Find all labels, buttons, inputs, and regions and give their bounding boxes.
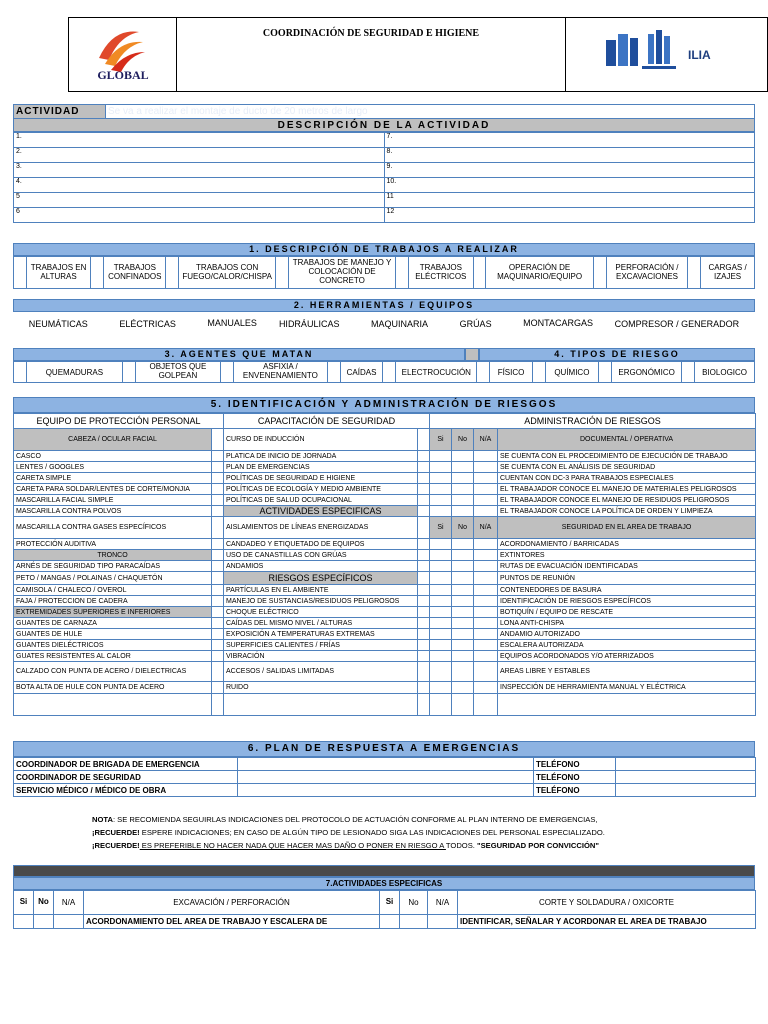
actividad-table (13, 104, 755, 119)
cap-item: EXPOSICIÓN A TEMPERATURAS EXTREMAS (224, 629, 418, 640)
checkbox[interactable] (212, 572, 224, 585)
sub-doc: DOCUMENTAL / OPERATIVA (498, 429, 756, 451)
checkbox[interactable] (212, 651, 224, 662)
si-label: Si (14, 891, 34, 915)
checkbox[interactable] (212, 462, 224, 473)
sec4-item: BIOLOGICO (695, 362, 755, 383)
ext-header: EXTREMIDADES SUPERIORES E INFERIORES (14, 607, 212, 618)
checkbox[interactable] (452, 694, 474, 716)
checkbox[interactable] (428, 915, 458, 929)
sec2-item[interactable]: MONTACARGAS (523, 318, 593, 329)
no-label: No (452, 517, 474, 539)
nota-label: NOTA (92, 815, 113, 824)
global-logo-text: GLOBAL (97, 68, 149, 82)
checkbox[interactable] (212, 640, 224, 651)
adm-item: CONTENEDORES DE BASURA (498, 585, 756, 596)
checkbox[interactable] (452, 662, 474, 682)
epp-item: MASCARILLA CONTRA GASES ESPECÍFICOS (14, 517, 212, 539)
checkbox[interactable] (14, 362, 27, 383)
checkbox[interactable] (212, 429, 224, 451)
checkbox[interactable] (430, 495, 452, 506)
checkbox[interactable] (593, 257, 606, 289)
checkbox[interactable] (452, 607, 474, 618)
adm-item: EQUIPOS ACORDONADOS Y/O ATERRIZADOS (498, 651, 756, 662)
checkbox[interactable] (474, 607, 498, 618)
checkbox[interactable] (430, 572, 452, 585)
checkbox[interactable] (418, 682, 430, 694)
desc-number[interactable]: 12 (384, 208, 755, 223)
checkbox[interactable] (452, 550, 474, 561)
sub-seg: SEGURIDAD EN EL AREA DE TRABAJO (498, 517, 756, 539)
adm-item: EXTINTORES (498, 550, 756, 561)
recuerde-label: ¡RECUERDE! (92, 828, 140, 837)
checkbox[interactable] (430, 561, 452, 572)
checkbox[interactable] (474, 682, 498, 694)
checkbox[interactable] (474, 572, 498, 585)
checkbox[interactable] (212, 596, 224, 607)
checkbox[interactable] (418, 596, 430, 607)
checkbox[interactable] (418, 550, 430, 561)
cap-item: MANEJO DE SUSTANCIAS/RESIDUOS PELIGROSOS (224, 596, 418, 607)
desc-number[interactable]: 11 (384, 193, 755, 208)
checkbox[interactable] (418, 662, 430, 682)
act-esp-header: ACTIVIDADES ESPECIFICAS (224, 506, 418, 517)
checkbox[interactable] (430, 607, 452, 618)
checkbox[interactable] (14, 257, 27, 289)
cap-item: SUPERFICIES CALIENTES / FRÍAS (224, 640, 418, 651)
sec1-table (13, 256, 755, 289)
checkbox[interactable] (430, 618, 452, 629)
sec1-title: 1. DESCRIPCIÓN DE TRABAJOS A REALIZAR (13, 243, 755, 256)
checkbox[interactable] (474, 495, 498, 506)
checkbox[interactable] (452, 585, 474, 596)
cap-item: POLÍTICAS DE SEGURIDAD E HIGIENE (224, 473, 418, 484)
checkbox[interactable] (430, 539, 452, 550)
checkbox[interactable] (430, 451, 452, 462)
sec2-item[interactable]: COMPRESOR / GENERADOR (614, 319, 740, 329)
checkbox[interactable] (221, 362, 234, 383)
checkbox[interactable] (418, 484, 430, 495)
checkbox[interactable] (396, 257, 409, 289)
checkbox[interactable] (418, 640, 430, 651)
checkbox[interactable] (474, 462, 498, 473)
checkbox[interactable] (212, 473, 224, 484)
emergency-role: SERVICIO MÉDICO / MÉDICO DE OBRA (14, 784, 238, 797)
building-logo-icon (566, 18, 686, 91)
checkbox[interactable] (418, 607, 430, 618)
checkbox[interactable] (452, 539, 474, 550)
descripcion-header: DESCRIPCIÓN DE LA ACTIVIDAD (13, 118, 755, 132)
checkbox[interactable] (452, 596, 474, 607)
cap-item: CAÍDAS DEL MISMO NIVEL / ALTURAS (224, 618, 418, 629)
checkbox[interactable] (327, 362, 340, 383)
sec3-item: QUEMADURAS (26, 362, 122, 383)
na-label: N/A (54, 891, 84, 915)
checkbox[interactable] (473, 257, 486, 289)
ilia-logo-text: ILIA (688, 48, 711, 62)
checkbox[interactable] (474, 451, 498, 462)
checkbox[interactable] (418, 561, 430, 572)
checkbox[interactable] (452, 629, 474, 640)
checkbox[interactable] (452, 561, 474, 572)
epp-item: CASCO (14, 451, 212, 462)
epp-item: CALZADO CON PUNTA DE ACERO / DIELECTRICAS (14, 662, 212, 682)
checkbox[interactable] (452, 618, 474, 629)
checkbox[interactable] (688, 257, 701, 289)
cap-item: USO DE CANASTILLAS CON GRÚAS (224, 550, 418, 561)
desc-number[interactable]: 9. (384, 163, 755, 178)
emergency-role: COORDINADOR DE SEGURIDAD (14, 771, 238, 784)
checkbox[interactable] (418, 473, 430, 484)
sec6-table (13, 757, 756, 797)
desc-number[interactable]: 4. (14, 178, 385, 193)
checkbox[interactable] (430, 651, 452, 662)
checkbox[interactable] (418, 585, 430, 596)
checkbox[interactable] (430, 640, 452, 651)
sec2-item[interactable]: NEUMÁTICAS (28, 319, 88, 329)
checkbox[interactable] (212, 539, 224, 550)
epp-item: PETO / MANGAS / POLAINAS / CHAQUETÓN (14, 572, 212, 585)
epp-item: CARETA PARA SOLDAR/LENTES DE CORTE/MONJIA (14, 484, 212, 495)
epp-item: ARNÉS DE SEGURIDAD TIPO PARACAÍDAS (14, 561, 212, 572)
adm-item: INSPECCIÓN DE HERRAMIENTA MANUAL Y ELÉCTRICA (498, 682, 756, 694)
checkbox[interactable] (474, 585, 498, 596)
checkbox[interactable] (212, 484, 224, 495)
sec2-item[interactable]: MANUALES (207, 318, 257, 329)
cap-item: ANDAMIOS (224, 561, 418, 572)
checkbox[interactable] (599, 362, 612, 383)
phone-field[interactable] (616, 784, 756, 797)
sec1-item: CARGAS / IZAJES (701, 257, 755, 289)
cap-item: CHOQUE ELÉCTRICO (224, 607, 418, 618)
checkbox[interactable] (452, 651, 474, 662)
checkbox[interactable] (474, 596, 498, 607)
sec1-item: PERFORACIÓN / EXCAVACIONES (606, 257, 688, 289)
checkbox[interactable] (474, 662, 498, 682)
checkbox[interactable] (452, 572, 474, 585)
checkbox[interactable] (474, 694, 498, 716)
emergency-role: COORDINADOR DE BRIGADA DE EMERGENCIA (14, 758, 238, 771)
checkbox[interactable] (474, 629, 498, 640)
sec7-dark-bar (13, 865, 755, 877)
checkbox[interactable] (14, 915, 34, 929)
desc-number[interactable]: 5 (14, 193, 385, 208)
sec7-table (13, 890, 756, 929)
checkbox[interactable] (474, 506, 498, 517)
sec6-title: 6. PLAN DE RESPUESTA A EMERGENCIAS (13, 741, 755, 757)
name-field[interactable] (238, 771, 534, 784)
checkbox[interactable] (400, 915, 428, 929)
act-item: ACORDONAMIENTO DEL AREA DE TRABAJO Y ESCALERA DE (84, 915, 380, 929)
cap-item: PLAN DE EMERGENCIAS (224, 462, 418, 473)
checkbox[interactable] (212, 550, 224, 561)
checkbox[interactable] (452, 495, 474, 506)
checkbox[interactable] (430, 629, 452, 640)
si-label: Si (430, 429, 452, 451)
adm-item: RUTAS DE EVACUACIÓN IDENTIFICADAS (498, 561, 756, 572)
sec4-item: ERGONÓMICO (611, 362, 681, 383)
sec1-item: TRABAJOS DE MANEJO Y COLOCACIÓN DE CONCRETO (288, 257, 395, 289)
desc-number[interactable]: 2. (14, 148, 385, 163)
cap-item: POLÍTICAS DE SALUD OCUPACIONAL (224, 495, 418, 506)
phone-field[interactable] (616, 771, 756, 784)
nota-slogan: "SEGURIDAD POR CONVICCIÓN" (477, 841, 599, 850)
checkbox[interactable] (212, 607, 224, 618)
nota-line3: ES PREFERIBLE NO HACER NADA QUE HACER MAS DAÑO O PONER EN RIESGO A (139, 841, 446, 850)
adm-item: ANDAMIO AUTORIZADO (498, 629, 756, 640)
desc-number[interactable]: 3. (14, 163, 385, 178)
adm-item: AREAS LIBRE Y ESTABLES (498, 662, 756, 682)
checkbox[interactable] (430, 550, 452, 561)
sec2-item[interactable]: MAQUINARIA (371, 319, 429, 329)
company-logo-left (69, 18, 177, 91)
cap-item: AISLAMIENTOS DE LÍNEAS ENERGIZADAS (224, 517, 418, 539)
recuerde-label: ¡RECUERDE! (92, 841, 140, 850)
name-field[interactable] (238, 784, 534, 797)
cap-item: VIBRACIÓN (224, 651, 418, 662)
phone-label: TELÉFONO (534, 771, 616, 784)
epp-item: CAMISOLA / CHALECO / OVEROL (14, 585, 212, 596)
checkbox[interactable] (212, 506, 224, 517)
adm-item: ESCALERA AUTORIZADA (498, 640, 756, 651)
checkbox[interactable] (430, 462, 452, 473)
adm-item: PUNTOS DE REUNIÓN (498, 572, 756, 585)
epp-item: GUANTES DIELÉCTRICOS (14, 640, 212, 651)
tronco-header: TRONCO (14, 550, 212, 561)
cap-item: RUIDO (224, 682, 418, 694)
checkbox[interactable] (430, 682, 452, 694)
phone-label: TELÉFONO (534, 758, 616, 771)
actividad-label: ACTIVIDAD (14, 105, 106, 119)
sec4-item: FÍSICO (490, 362, 533, 383)
sec3-item: ELECTROCUCIÓN (396, 362, 477, 383)
checkbox[interactable] (474, 640, 498, 651)
sec4-item: QUÍMICO (545, 362, 598, 383)
checkbox[interactable] (212, 451, 224, 462)
page-title: COORDINACIÓN DE SEGURIDAD E HIGIENE (262, 28, 480, 39)
checkbox[interactable] (418, 629, 430, 640)
sec2-title: 2. HERRAMIENTAS / EQUIPOS (13, 299, 755, 312)
checkbox[interactable] (418, 495, 430, 506)
checkbox[interactable] (212, 662, 224, 682)
no-label: No (452, 429, 474, 451)
checkbox[interactable] (383, 362, 396, 383)
cap-item: POLÍTICAS DE ECOLOGÍA Y MEDIO AMBIENTE (224, 484, 418, 495)
epp-item: CARETA SIMPLE (14, 473, 212, 484)
adm-item: EL TRABAJADOR CONOCE LA POLÍTICA DE ORDEN Y LIMPIEZA (498, 506, 756, 517)
na-label: N/A (428, 891, 458, 915)
checkbox[interactable] (122, 362, 135, 383)
header-box (68, 17, 768, 92)
checkbox[interactable] (212, 561, 224, 572)
checkbox[interactable] (452, 484, 474, 495)
si-label: Si (430, 517, 452, 539)
epp-item: FAJA / PROTECCION DE CADERA (14, 596, 212, 607)
checkbox[interactable] (418, 517, 430, 539)
checkbox[interactable] (418, 539, 430, 550)
adm-item: ACORDONAMIENTO / BARRICADAS (498, 539, 756, 550)
sec2-item[interactable]: GRÚAS (459, 319, 492, 329)
sec7-title: 7.ACTIVIDADES ESPECIFICAS (13, 877, 755, 890)
epp-item: BOTA ALTA DE HULE CON PUNTA DE ACERO (14, 682, 212, 694)
sec3-title: 3. AGENTES QUE MATAN (13, 348, 465, 361)
checkbox[interactable] (430, 473, 452, 484)
checkbox[interactable] (430, 662, 452, 682)
col-excavacion: EXCAVACIÓN / PERFORACIÓN (84, 891, 380, 915)
si-label: Si (380, 891, 400, 915)
checkbox[interactable] (452, 451, 474, 462)
checkbox[interactable] (54, 915, 84, 929)
sec1-item: TRABAJOS CONFINADOS (104, 257, 166, 289)
checkbox[interactable] (418, 429, 430, 451)
checkbox[interactable] (418, 618, 430, 629)
nota-line3b: TODOS. (445, 841, 477, 850)
sec5-title: 5. IDENTIFICACIÓN Y ADMINISTRACIÓN DE RIESGOS (13, 397, 755, 413)
checkbox[interactable] (430, 596, 452, 607)
adm-item: SE CUENTA CON EL PROCEDIMIENTO DE EJECUCIÓN DE TRABAJO (498, 451, 756, 462)
checkbox[interactable] (430, 585, 452, 596)
sec2-item[interactable]: HIDRÁULICAS (278, 319, 340, 329)
checkbox[interactable] (452, 506, 474, 517)
checkbox[interactable] (452, 462, 474, 473)
epp-item: LENTES / GOOGLES (14, 462, 212, 473)
sec1-item: TRABAJOS CON FUEGO/CALOR/CHISPA (179, 257, 276, 289)
checkbox[interactable] (452, 473, 474, 484)
checkbox[interactable] (477, 362, 490, 383)
no-label: No (400, 891, 428, 915)
epp-item: PROTECCIÓN AUDITIVA (14, 539, 212, 550)
nota-line1: : SE RECOMIENDA SEGUIRLAS INDICACIONES DEL PROTOCOLO DE ACTUACIÓN CONFORME AL PLAN INTERNO DE EMERGENCIAS, (112, 815, 598, 824)
act-item: IDENTIFICAR, SEÑALAR Y ACORDONAR EL AREA DE TRABAJO (458, 915, 756, 929)
checkbox[interactable] (212, 629, 224, 640)
name-field[interactable] (238, 758, 534, 771)
cap-item: PLATICA DE INICIO DE JORNADA (224, 451, 418, 462)
sec4-title: 4. TIPOS DE RIESGO (479, 348, 755, 361)
checkbox[interactable] (418, 694, 430, 716)
nota-line2: ESPERE INDICACIONES; EN CASO DE ALGÚN TIPO DE LESIONADO SIGA LAS INDICACIONES DEL PERSONAL ESPECIALIZADO. (139, 828, 605, 837)
desc-number[interactable]: 8. (384, 148, 755, 163)
desc-number[interactable]: 1. (14, 133, 385, 148)
checkbox[interactable] (34, 915, 54, 929)
sec1-item: TRABAJOS EN ALTURAS (26, 257, 90, 289)
checkbox[interactable] (212, 682, 224, 694)
phone-field[interactable] (616, 758, 756, 771)
checkbox[interactable] (474, 539, 498, 550)
checkbox[interactable] (430, 506, 452, 517)
checkbox[interactable] (212, 517, 224, 539)
sec3-item: CAÍDAS (340, 362, 383, 383)
checkbox[interactable] (212, 585, 224, 596)
cap-item: ACCESOS / SALIDAS LIMITADAS (224, 662, 418, 682)
adm-item: CUENTAN CON DC-3 PARA TRABAJOS ESPECIALES (498, 473, 756, 484)
phone-label: TELÉFONO (534, 784, 616, 797)
checkbox[interactable] (212, 694, 224, 716)
sec3-item: ASFIXIA / ENVENENAMIENTO (233, 362, 327, 383)
checkbox[interactable] (418, 462, 430, 473)
adm-item: LONA ANTI-CHISPA (498, 618, 756, 629)
sec1-item: OPERACIÓN DE MAQUINARIO/EQUIPO (486, 257, 593, 289)
checkbox[interactable] (418, 572, 430, 585)
cap-item: CANDADEO Y ETIQUETADO DE EQUIPOS (224, 539, 418, 550)
sec3-table (13, 361, 755, 383)
checkbox[interactable] (474, 561, 498, 572)
checkbox[interactable] (682, 362, 695, 383)
adm-item: EL TRABAJADOR CONOCE EL MANEJO DE MATERIALES PELIGROSOS (498, 484, 756, 495)
col-epp-header: EQUIPO DE PROTECCIÓN PERSONAL (14, 414, 224, 429)
checkbox[interactable] (452, 682, 474, 694)
sub-cap: CURSO DE INDUCCIÓN (224, 429, 418, 451)
epp-item: GUATES RESISTENTES AL CALOR (14, 651, 212, 662)
desc-number[interactable]: 7. (384, 133, 755, 148)
sec3-item: OBJETOS QUE GOLPEAN (135, 362, 220, 383)
actividad-value[interactable]: Se va a realizar el montaje de ducto de 20 metros de largo (106, 105, 755, 119)
descripcion-table (13, 132, 755, 223)
sec2-item[interactable]: ELÉCTRICAS (119, 319, 176, 329)
col-corte: CORTE Y SOLDADURA / OXICORTE (458, 891, 756, 915)
epp-item: GUANTES DE CARNAZA (14, 618, 212, 629)
desc-number[interactable]: 6 (14, 208, 385, 223)
na-label: N/A (474, 517, 498, 539)
checkbox[interactable] (380, 915, 400, 929)
col-adm-header: ADMINISTRACIÓN DE RIESGOS (430, 414, 756, 429)
checkbox[interactable] (275, 257, 288, 289)
epp-item: MASCARILLA CONTRA POLVOS (14, 506, 212, 517)
checkbox[interactable] (418, 651, 430, 662)
checkbox[interactable] (418, 506, 430, 517)
checkbox[interactable] (474, 618, 498, 629)
epp-item: MASCARILLA FACIAL SIMPLE (14, 495, 212, 506)
nota-block (92, 813, 704, 852)
checkbox[interactable] (91, 257, 104, 289)
adm-item: SE CUENTA CON EL ANÁLISIS DE SEGURIDAD (498, 462, 756, 473)
sec1-item: TRABAJOS ELÉCTRICOS (409, 257, 473, 289)
checkbox[interactable] (418, 451, 430, 462)
adm-item: IDENTIFICACIÓN DE RIESGOS ESPECÍFICOS (498, 596, 756, 607)
checkbox[interactable] (474, 484, 498, 495)
checkbox[interactable] (212, 495, 224, 506)
checkbox[interactable] (474, 473, 498, 484)
checkbox[interactable] (474, 550, 498, 561)
desc-number[interactable]: 10. (384, 178, 755, 193)
sec3-spacer (465, 348, 479, 361)
col-cap-header: CAPACITACIÓN DE SEGURIDAD (224, 414, 430, 429)
checkbox[interactable] (212, 618, 224, 629)
riesgos-header: RIESGOS ESPECÍFICOS (224, 572, 418, 585)
epp-item: GUANTES DE HULE (14, 629, 212, 640)
checkbox[interactable] (430, 484, 452, 495)
cap-item: PARTÍCULAS EN EL AMBIENTE (224, 585, 418, 596)
no-label: No (34, 891, 54, 915)
checkbox[interactable] (166, 257, 179, 289)
sub-epp: CABEZA / OCULAR FACIAL (14, 429, 212, 451)
sec5-table (13, 413, 756, 716)
adm-item: BOTIQUÍN / EQUIPO DE RESCATE (498, 607, 756, 618)
checkbox[interactable] (452, 640, 474, 651)
na-label: N/A (474, 429, 498, 451)
company-logo-right (565, 18, 768, 91)
adm-item: EL TRABAJADOR CONOCE EL MANEJO DE RESIDUOS PELIGROSOS (498, 495, 756, 506)
checkbox[interactable] (474, 651, 498, 662)
checkbox[interactable] (430, 694, 452, 716)
sec2-row (13, 312, 755, 336)
checkbox[interactable] (532, 362, 545, 383)
